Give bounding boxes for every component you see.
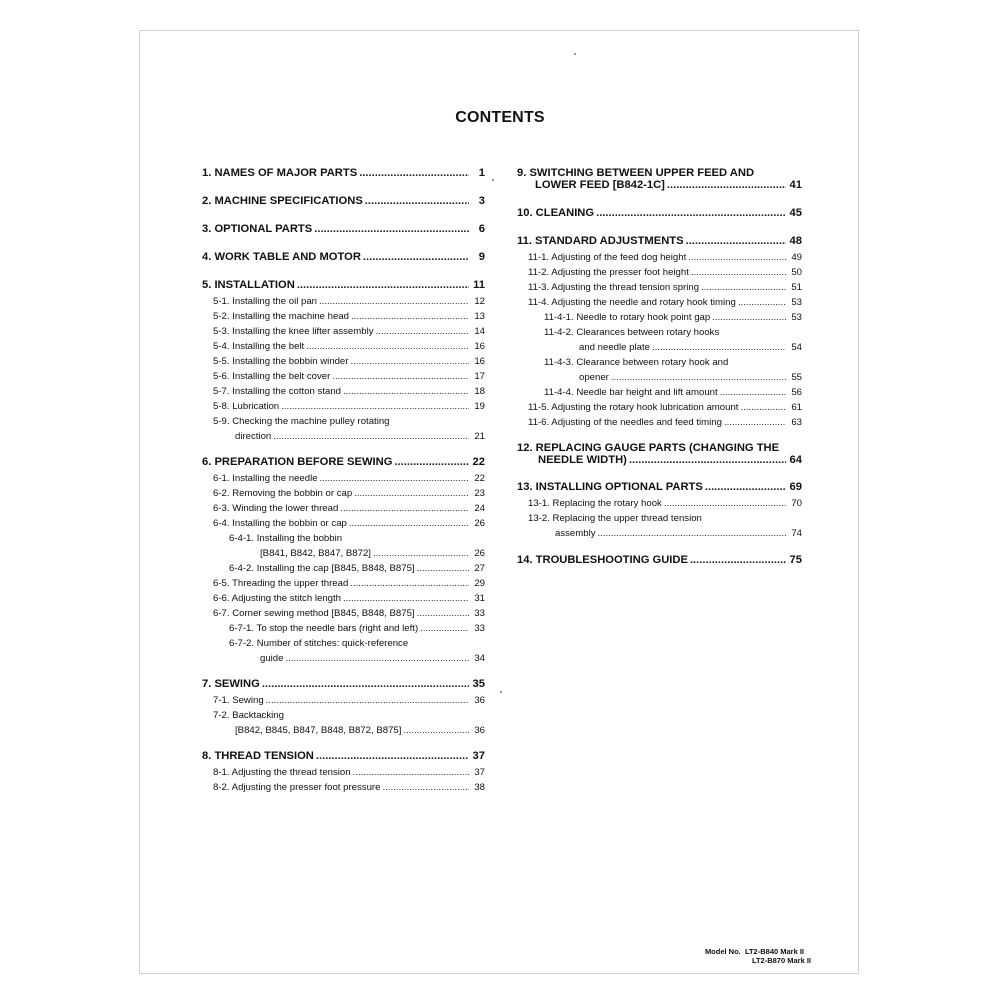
toc-page-number: 13	[474, 311, 485, 322]
toc-page-number: 9	[478, 251, 485, 263]
toc-page-number: 63	[791, 417, 802, 428]
toc-entry-title: 2. MACHINE SPECIFICATIONS	[202, 195, 363, 207]
toc-entry-title: 13-1. Replacing the rotary hook	[528, 498, 662, 509]
toc-page-number: 74	[791, 528, 802, 539]
toc-page-number: 27	[474, 563, 485, 574]
toc-entry-level1[interactable]	[517, 233, 802, 250]
toc-entry-level1[interactable]	[517, 552, 802, 569]
toc-entry-level2[interactable]	[202, 399, 485, 414]
toc-entry-level2[interactable]	[202, 294, 485, 309]
dot-leader	[376, 324, 469, 339]
toc-entry-level1[interactable]	[202, 193, 485, 210]
dot-leader	[403, 723, 469, 738]
dot-leader	[266, 693, 469, 708]
toc-entry-title: 6-4-2. Installing the cap [B845, B848, B875]	[229, 563, 415, 574]
toc-entry-level2[interactable]	[517, 496, 802, 511]
toc-entry-level2[interactable]	[202, 501, 485, 516]
toc-entry-title: 11-4-3. Clearance between rotary hook and	[544, 357, 729, 368]
toc-page-number: 29	[474, 578, 485, 589]
dot-leader	[281, 399, 469, 414]
toc-page-number: 41	[789, 179, 802, 191]
toc-page-number: 36	[474, 695, 485, 706]
toc-entry-level2[interactable]	[202, 339, 485, 354]
model-number	[705, 947, 811, 965]
toc-entry-level2[interactable]	[202, 486, 485, 501]
toc-entry-level1[interactable]	[202, 277, 485, 294]
toc-entry-level2[interactable]	[202, 414, 485, 444]
toc-page-number: 23	[474, 488, 485, 499]
toc-entry-level2[interactable]	[202, 693, 485, 708]
toc-entry-title: 4. WORK TABLE AND MOTOR	[202, 251, 361, 263]
toc-entry-title: 11-4-1. Needle to rotary hook point gap	[544, 312, 711, 323]
dot-leader	[701, 280, 786, 295]
toc-entry-level2[interactable]	[517, 295, 802, 310]
toc-entry-level1[interactable]	[202, 165, 485, 182]
toc-entry-level2[interactable]	[517, 400, 802, 415]
toc-page-number: 31	[474, 593, 485, 604]
toc-entry-title: 5-2. Installing the machine head	[213, 311, 349, 322]
dot-leader	[306, 339, 469, 354]
toc-entry-title: 14. TROUBLESHOOTING GUIDE	[517, 554, 688, 566]
dot-leader	[691, 265, 786, 280]
dot-leader	[343, 591, 469, 606]
toc-page-number: 21	[474, 431, 485, 442]
toc-page-number: 64	[789, 454, 802, 466]
toc-entry-title: 11-4-4. Needle bar height and lift amount	[544, 387, 718, 398]
toc-page-number: 53	[791, 312, 802, 323]
toc-entry-level2[interactable]	[202, 354, 485, 369]
toc-entry-level2[interactable]	[202, 384, 485, 399]
toc-page-number: 37	[474, 767, 485, 778]
toc-entry-title: opener	[579, 372, 609, 383]
toc-page-number: 16	[474, 341, 485, 352]
dot-leader	[273, 429, 469, 444]
toc-entry-title: [B842, B845, B847, B848, B872, B875]	[235, 725, 402, 736]
dot-leader	[705, 481, 786, 493]
dot-leader	[350, 576, 469, 591]
toc-page-number: 6	[478, 223, 485, 235]
dot-leader	[738, 295, 786, 310]
toc-page-number: 24	[474, 503, 485, 514]
toc-entry-title: 13. INSTALLING OPTIONAL PARTS	[517, 481, 703, 493]
toc-page-number: 69	[789, 481, 802, 493]
dot-leader	[394, 456, 469, 468]
toc-entry-title: 11-2. Adjusting the presser foot height	[528, 267, 689, 278]
toc-entry-title: 13-2. Replacing the upper thread tension	[528, 513, 702, 524]
dot-leader	[365, 195, 469, 207]
toc-entry-level3[interactable]	[517, 325, 802, 355]
dot-leader	[667, 179, 786, 191]
toc-page-number: 35	[472, 678, 485, 690]
toc-page-number: 26	[474, 518, 485, 529]
toc-right-column	[517, 165, 802, 569]
dot-leader	[611, 370, 786, 385]
dot-leader	[688, 250, 786, 265]
toc-page-number: 26	[474, 548, 485, 559]
dot-leader	[712, 310, 786, 325]
toc-entry-title: 5-8. Lubrication	[213, 401, 280, 412]
model-number-1: LT2-B840 Mark II	[744, 947, 805, 956]
toc-entry-title: 6-1. Installing the needle	[213, 473, 318, 484]
dot-leader	[349, 516, 469, 531]
dot-leader	[420, 621, 469, 636]
toc-entry-title: 8-2. Adjusting the presser foot pressure	[213, 782, 381, 793]
dot-leader	[340, 501, 469, 516]
toc-entry-level1[interactable]	[517, 440, 802, 469]
dot-leader	[332, 369, 469, 384]
scan-speck	[492, 179, 494, 181]
toc-entry-title: 6. PREPARATION BEFORE SEWING	[202, 456, 393, 468]
toc-entry-title: 9. SWITCHING BETWEEN UPPER FEED AND	[517, 167, 755, 179]
toc-entry-title: 11-4. Adjusting the needle and rotary hook timing	[528, 297, 736, 308]
dot-leader	[351, 309, 469, 324]
toc-entry-level2[interactable]	[202, 309, 485, 324]
dot-leader	[740, 400, 786, 415]
toc-page-number: 56	[791, 387, 802, 398]
toc-entry-level3[interactable]	[202, 636, 485, 666]
toc-entry-title: 3. OPTIONAL PARTS	[202, 223, 313, 235]
toc-page-number: 12	[474, 296, 485, 307]
toc-entry-level1[interactable]	[517, 205, 802, 222]
toc-entry-title: 8-1. Adjusting the thread tension	[213, 767, 351, 778]
dot-leader	[353, 765, 469, 780]
toc-page-number: 16	[474, 356, 485, 367]
toc-entry-title: 6-6. Adjusting the stitch length	[213, 593, 341, 604]
toc-entry-level2[interactable]	[517, 415, 802, 430]
toc-page-number: 36	[474, 725, 485, 736]
dot-leader	[598, 526, 786, 541]
dot-leader	[652, 340, 786, 355]
toc-entry-title: 8. THREAD TENSION	[202, 750, 314, 762]
toc-entry-level2[interactable]	[517, 280, 802, 295]
toc-entry-title: assembly	[555, 528, 596, 539]
toc-entry-title: 5-6. Installing the belt cover	[213, 371, 331, 382]
toc-entry-title: 6-7-2. Number of stitches: quick-reference	[229, 638, 409, 649]
toc-page-number: 45	[789, 207, 802, 219]
dot-leader	[343, 384, 469, 399]
toc-entry-title: 5-3. Installing the knee lifter assembly	[213, 326, 374, 337]
toc-entry-level2[interactable]	[202, 606, 485, 621]
toc-page-number: 53	[791, 297, 802, 308]
dot-leader	[316, 750, 469, 762]
dot-leader	[686, 235, 786, 247]
toc-page-number: 18	[474, 386, 485, 397]
toc-entry-level2[interactable]	[202, 324, 485, 339]
toc-entry-title: 5-1. Installing the oil pan	[213, 296, 317, 307]
dot-leader	[720, 385, 786, 400]
toc-entry-level2[interactable]	[202, 516, 485, 531]
toc-entry-level2[interactable]	[517, 265, 802, 280]
toc-entry-title: 5-7. Installing the cotton stand	[213, 386, 341, 397]
toc-page-number: 33	[474, 608, 485, 619]
toc-page-number: 1	[478, 167, 485, 179]
toc-entry-title: 11-4-2. Clearances between rotary hooks	[544, 327, 720, 338]
toc-entry-level3[interactable]	[202, 621, 485, 636]
toc-page-number: 34	[474, 653, 485, 664]
toc-entry-title: 11-1. Adjusting of the feed dog height	[528, 252, 687, 263]
page-title: CONTENTS	[455, 109, 545, 126]
toc-page-number: 37	[472, 750, 485, 762]
toc-entry-level2[interactable]	[517, 250, 802, 265]
dot-leader	[596, 207, 786, 219]
dot-leader	[417, 606, 469, 621]
toc-entry-title: 7-2. Backtacking	[213, 710, 284, 721]
dot-leader	[664, 496, 786, 511]
toc-entry-title: NEEDLE WIDTH)	[538, 454, 627, 466]
dot-leader	[629, 454, 786, 466]
toc-entry-level1[interactable]	[202, 748, 485, 765]
toc-entry-title: 6-4-1. Installing the bobbin	[229, 533, 343, 544]
dot-leader	[319, 294, 469, 309]
toc-entry-level3[interactable]	[202, 531, 485, 561]
toc-page-number: 22	[472, 456, 485, 468]
toc-entry-level3[interactable]	[517, 310, 802, 325]
toc-entry-title: 6-2. Removing the bobbin or cap	[213, 488, 353, 499]
toc-entry-level2[interactable]	[202, 471, 485, 486]
toc-entry-title: 5. INSTALLATION	[202, 279, 295, 291]
toc-entry-title: LOWER FEED [B842-1C]	[535, 179, 665, 191]
toc-page-number: 14	[474, 326, 485, 337]
toc-entry-title: 12. REPLACING GAUGE PARTS (CHANGING THE	[517, 442, 780, 454]
toc-entry-title: 5-4. Installing the belt	[213, 341, 305, 352]
toc-page-number: 61	[791, 402, 802, 413]
dot-leader	[350, 354, 469, 369]
toc-entry-level1[interactable]	[202, 249, 485, 266]
toc-entry-title: 5-9. Checking the machine pulley rotating	[213, 416, 390, 427]
toc-page-number: 17	[474, 371, 485, 382]
toc-entry-title: 7. SEWING	[202, 678, 260, 690]
dot-leader	[373, 546, 469, 561]
toc-left-column	[202, 165, 485, 795]
toc-page-number: 54	[791, 342, 802, 353]
toc-entry-level1[interactable]	[202, 454, 485, 471]
toc-entry-title: and needle plate	[579, 342, 650, 353]
toc-entry-title: 6-7-1. To stop the needle bars (right and left)	[229, 623, 419, 634]
toc-entry-level2[interactable]	[517, 511, 802, 541]
toc-page-number: 51	[791, 282, 802, 293]
dot-leader	[363, 251, 469, 263]
toc-entry-title: 11-3. Adjusting the thread tension spring	[528, 282, 700, 293]
toc-entry-title: 1. NAMES OF MAJOR PARTS	[202, 167, 358, 179]
toc-entry-title: 6-4. Installing the bobbin or cap	[213, 518, 347, 529]
dot-leader	[354, 486, 469, 501]
toc-page-number: 49	[791, 252, 802, 263]
toc-page-number: 11	[473, 279, 485, 291]
toc-entry-level3[interactable]	[517, 355, 802, 385]
toc-entry-level1[interactable]	[202, 676, 485, 693]
toc-entry-level2[interactable]	[202, 780, 485, 795]
toc-entry-title: 7-1. Sewing	[213, 695, 264, 706]
toc-entry-level2[interactable]	[202, 576, 485, 591]
toc-entry-title: 6-3. Winding the lower thread	[213, 503, 339, 514]
toc-page-number: 75	[789, 554, 802, 566]
toc-page-number: 19	[474, 401, 485, 412]
toc-entry-level3[interactable]	[202, 561, 485, 576]
toc-page-number: 38	[474, 782, 485, 793]
toc-entry-level1[interactable]	[517, 165, 802, 194]
toc-entry-title: guide	[260, 653, 284, 664]
toc-page-number: 50	[791, 267, 802, 278]
toc-entry-title: 11-5. Adjusting the rotary hook lubrication amount	[528, 402, 739, 413]
toc-page-number: 55	[791, 372, 802, 383]
toc-page-number: 48	[789, 235, 802, 247]
dot-leader	[297, 279, 469, 291]
dot-leader	[320, 471, 469, 486]
manual-page	[139, 30, 859, 974]
toc-page-number: 70	[791, 498, 802, 509]
toc-entry-title: 6-5. Threading the upper thread	[213, 578, 349, 589]
dot-leader	[314, 223, 469, 235]
toc-entry-title: 11. STANDARD ADJUSTMENTS	[517, 235, 684, 247]
toc-entry-title: 5-5. Installing the bobbin winder	[213, 356, 349, 367]
dot-leader	[359, 167, 469, 179]
toc-page-number: 22	[474, 473, 485, 484]
model-number-2: LT2-B870 Mark II	[751, 956, 811, 965]
scan-speck	[500, 691, 502, 693]
toc-entry-title: 10. CLEANING	[517, 207, 595, 219]
toc-page-number: 33	[474, 623, 485, 634]
toc-entry-title: 6-7. Corner sewing method [B845, B848, B875]	[213, 608, 415, 619]
toc-entry-title: [B841, B842, B847, B872]	[260, 548, 371, 559]
dot-leader	[690, 554, 786, 566]
toc-entry-level1[interactable]	[202, 221, 485, 238]
dot-leader	[382, 780, 469, 795]
toc-entry-level1[interactable]	[517, 479, 802, 496]
dot-leader	[417, 561, 469, 576]
toc-entry-level2[interactable]	[202, 708, 485, 738]
dot-leader	[724, 415, 786, 430]
toc-entry-level2[interactable]	[202, 369, 485, 384]
dot-leader	[262, 678, 469, 690]
scan-speck	[574, 53, 576, 55]
toc-page-number: 3	[478, 195, 485, 207]
dot-leader	[285, 651, 469, 666]
toc-entry-level2[interactable]	[202, 765, 485, 780]
model-label: Model No.	[704, 947, 741, 956]
toc-entry-level2[interactable]	[202, 591, 485, 606]
toc-entry-title: 11-6. Adjusting of the needles and feed timing	[528, 417, 722, 428]
toc-entry-level3[interactable]	[517, 385, 802, 400]
toc-entry-title: direction	[235, 431, 272, 442]
